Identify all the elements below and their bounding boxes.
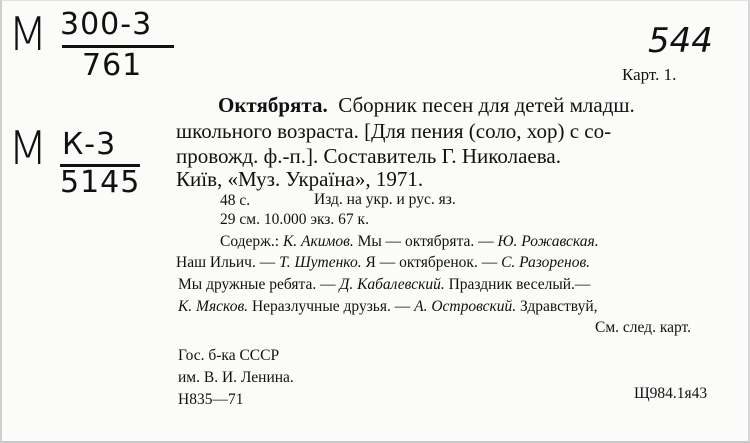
classification-code: Щ984.1я43: [634, 385, 708, 402]
contents-segment: Праздник веселый.—: [444, 276, 591, 293]
card-label: Карт. 1.: [622, 65, 677, 84]
see-next-card: См. след. карт.: [595, 319, 692, 336]
call-number-2-bottom: 5145: [60, 165, 141, 200]
main-line-1: [218, 93, 635, 118]
call-number-2-top: К-3: [62, 127, 117, 162]
library-name-1: Гос. б-ка СССР: [178, 347, 280, 364]
contents-segment: Мы дружные ребята. —: [178, 276, 340, 293]
contents-segment: Т. Шутенко.: [279, 254, 362, 271]
contents-segment: К. Акимов.: [282, 233, 354, 250]
contents-segment: Д. Кабалевский.: [339, 276, 445, 293]
handwritten-number: 544: [648, 21, 713, 61]
call-number-1-letter: М: [8, 7, 48, 61]
call-number-1-top: 300-3: [60, 7, 153, 42]
call-number-1-bottom: 761: [82, 48, 143, 83]
contents-line-2: [176, 254, 590, 272]
contents-segment: Я — октябренок. —: [361, 254, 502, 271]
contents-segment: Мы — октябрята. —: [353, 233, 498, 250]
call-number-2-letter: М: [8, 121, 48, 175]
contents-segment: Ю. Рожавская.: [497, 233, 599, 250]
contents-segment: А. Островский.: [414, 298, 517, 315]
size-line: 29 см. 10.000 экз. 67 к.: [220, 211, 369, 228]
main-line-3: провожд. ф.-п.]. Составитель Г. Николаева.: [176, 144, 561, 168]
contents-line-3: [178, 276, 590, 294]
book-title: Октябрята.: [218, 93, 328, 117]
contents-segment: Содерж.:: [220, 233, 283, 250]
contents-segment: Неразлучные друзья. —: [248, 298, 415, 315]
main-line-2: школьного возраста. [Для пения (соло, хор) с со-: [176, 119, 612, 143]
contents-line-1: [220, 233, 599, 251]
contents-segment: Наш Ильич. —: [176, 254, 280, 271]
contents-segment: Здравствуй,: [516, 298, 598, 315]
edition-note: Изд. на укр. и рус. яз.: [314, 191, 456, 208]
pages: 48 с.: [220, 192, 251, 209]
card-code: Н835—71: [178, 391, 244, 408]
contents-line-4: [178, 298, 598, 316]
library-name-2: им. В. И. Ленина.: [178, 369, 294, 386]
contents-segment: С. Разоренов.: [501, 254, 591, 271]
book-subtitle-start: Сборник песен для детей младш.: [338, 93, 635, 117]
main-line-4: Київ, «Муз. Україна», 1971.: [176, 167, 424, 191]
contents-segment: К. Мясков.: [178, 298, 249, 315]
